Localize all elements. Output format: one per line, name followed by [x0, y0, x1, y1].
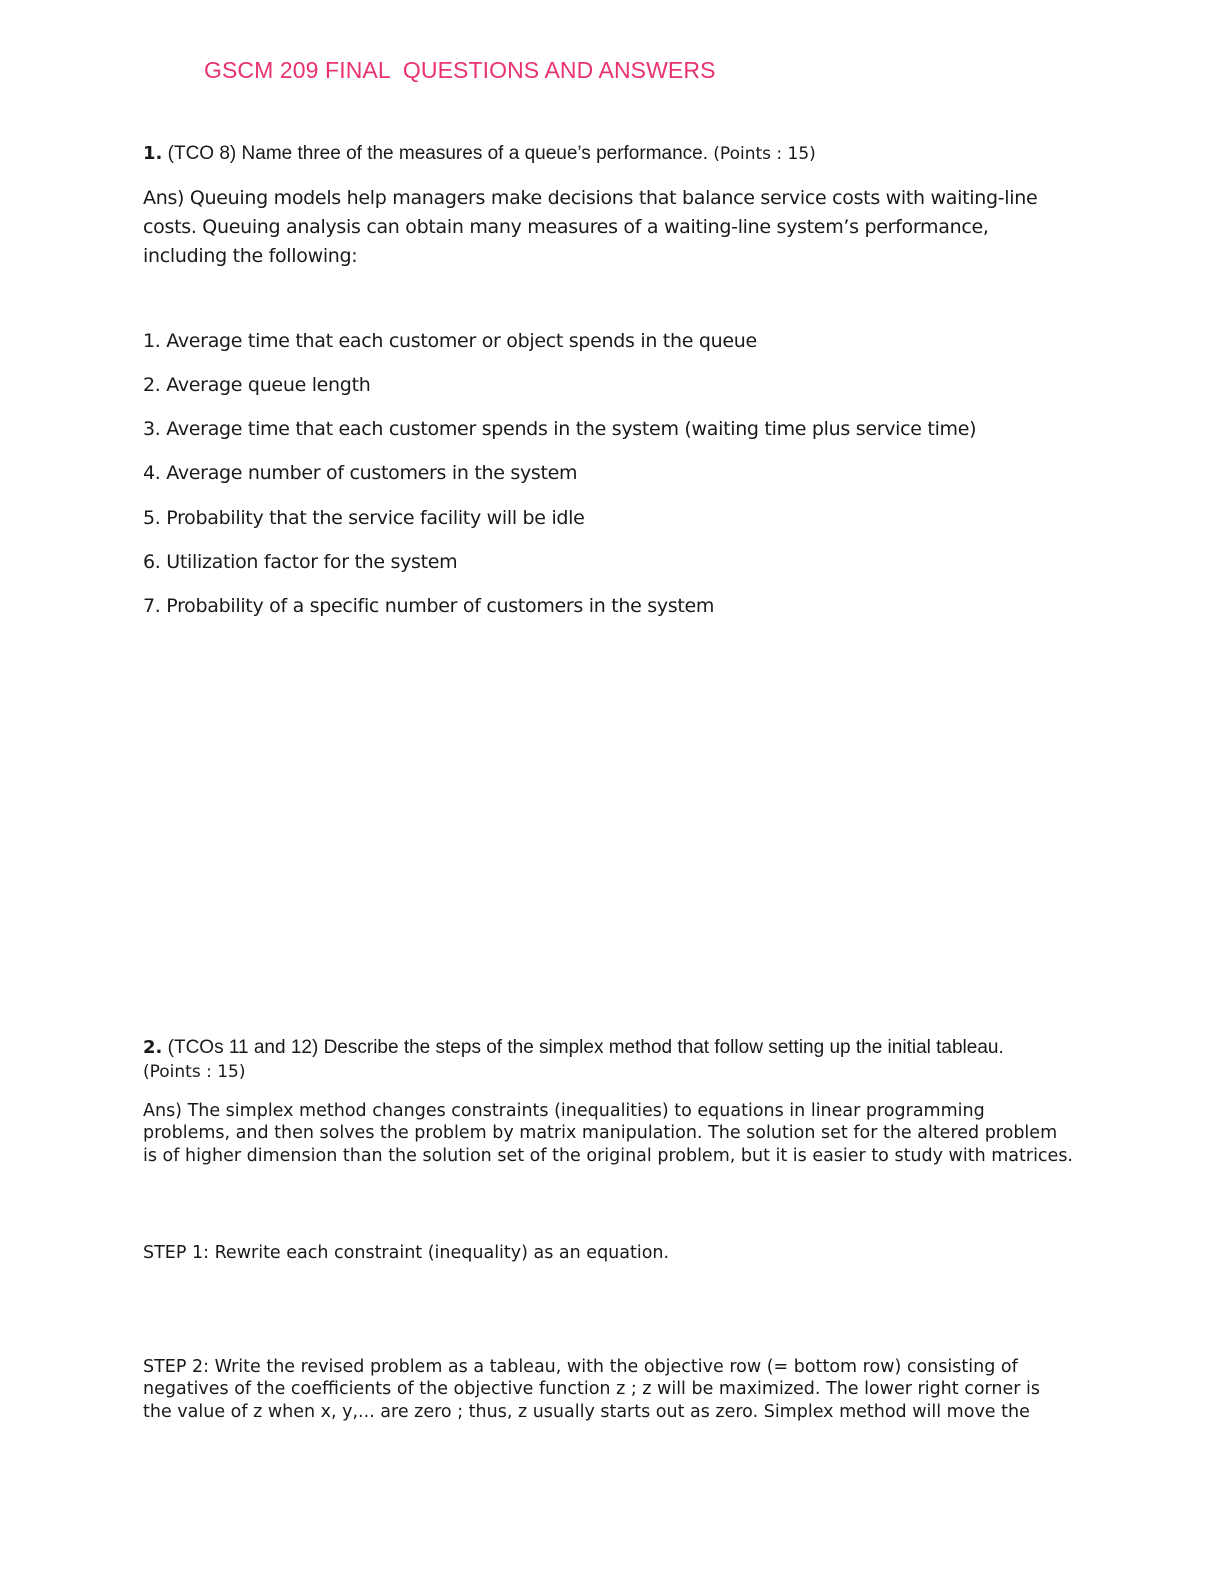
question-2 [143, 1036, 1043, 1084]
question-1-number: 1. [143, 143, 163, 164]
answer-1-item: 4. Average number of customers in the system [143, 462, 578, 484]
question-2-number: 2. [143, 1037, 163, 1058]
answer-1-item: 1. Average time that each customer or object spends in the queue [143, 330, 757, 352]
answer-1-item: 7. Probability of a specific number of customers in the system [143, 595, 715, 617]
document-title: GSCM 209 FINAL QUESTIONS AND ANSWERS [204, 57, 716, 83]
answer-1-item: 2. Average queue length [143, 374, 371, 396]
answer-2-step-2: STEP 2: Write the revised problem as a tableau, with the objective row (= bottom row) consisting of negatives of the coefficients of the objective function z ; z will be maximized. The lower right corner is the value of z when x, y,... are zero ; thus, z usually starts out as zero. Simplex method will move the [143, 1357, 1041, 1422]
question-1-points: (Points : 15) [713, 144, 816, 164]
answer-1-intro: Ans) Queuing models help managers make decisions that balance service costs with waiting-line costs. Queuing analysis can obtain many measures of a waiting-line system’s performance, including the following: [143, 187, 1038, 267]
answer-2-intro: Ans) The simplex method changes constraints (inequalities) to equations in linear programming problems, and then solves the problem by matrix manipulation. The solution set for the altered problem is of higher dimension than the solution set of the original problem, but it is easier to study with matrices. [143, 1101, 1073, 1166]
answer-2-step-1: STEP 1: Rewrite each constraint (inequality) as an equation. [143, 1243, 670, 1263]
answer-1-item: 6. Utilization factor for the system [143, 551, 458, 573]
question-2-text: (TCOs 11 and 12) Describe the steps of the simplex method that follow setting up the initial tableau. [162, 1037, 1004, 1058]
answer-1-item: 3. Average time that each customer spends in the system (waiting time plus service time) [143, 418, 977, 440]
answer-1-item: 5. Probability that the service facility will be idle [143, 507, 585, 529]
question-1-text: (TCO 8) Name three of the measures of a queue’s performance. [162, 143, 714, 164]
question-2-points: (Points : 15) [143, 1062, 246, 1082]
question-1 [143, 143, 816, 165]
